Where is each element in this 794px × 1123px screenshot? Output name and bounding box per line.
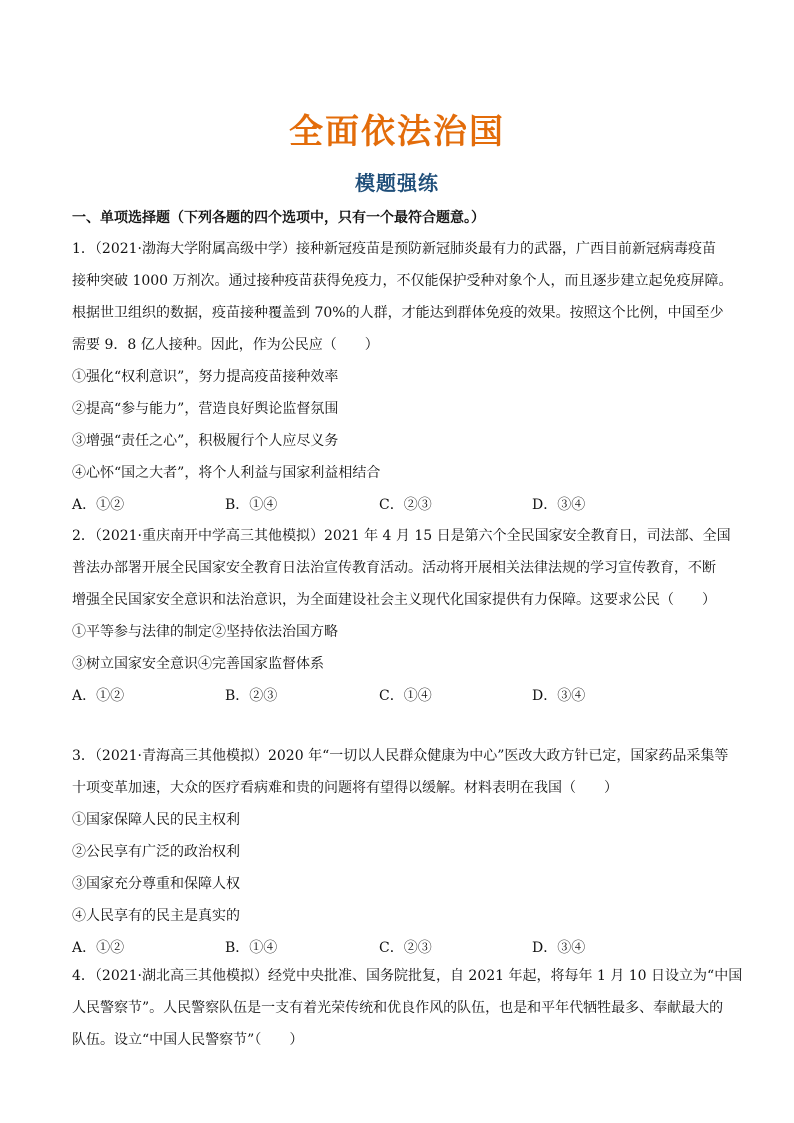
question-3 <box>72 740 732 964</box>
question-3-line: 3．（2021·青海高三其他模拟）2020 年“一切以人民群众健康为中心”医改大政方针已定，国家药品采集等 <box>72 748 729 764</box>
statement: ②提高“参与能力”，营造良好舆论监督氛围 <box>72 401 339 417</box>
question-1 <box>72 233 732 521</box>
question-4 <box>72 960 743 1056</box>
question-1-line: 需要 9．8 亿人接种。因此，作为公民应（ ） <box>72 337 379 353</box>
question-1-line: 根据世卫组织的数据，疫苗接种覆盖到 70%的人群，才能达到群体免疫的效果。按照这个比例，中国至少 <box>72 305 724 321</box>
option-d: D．③④ <box>532 940 586 956</box>
page-subtitle: 模题强练 <box>355 171 439 195</box>
question-2-line: 普法办部署开展全民国家安全教育日法治宣传教育活动。活动将开展相关法律法规的学习宣传教育，不断 <box>72 560 716 576</box>
question-4-line: 人民警察节”。人民警察队伍是一支有着光荣传统和优良作风的队伍，也是和平年代牺牲最多、奉献最大的 <box>72 1000 724 1016</box>
question-4-line: 队伍。设立“中国人民警察节”（ ） <box>72 1032 304 1048</box>
page-title: 全面依法治国 <box>289 112 505 152</box>
statement: ①强化“权利意识”，努力提高疫苗接种效率 <box>72 369 339 385</box>
question-2-line: 增强全民国家安全意识和法治意识，为全面建设社会主义现代化国家提供有力保障。这要求公民（ ） <box>72 592 716 608</box>
option-c: C．①④ <box>379 688 432 704</box>
option-b: B．①④ <box>225 940 278 956</box>
option-d: D．③④ <box>532 497 586 513</box>
options-row <box>72 489 732 521</box>
statement: ③增强“责任之心”，积极履行个人应尽义务 <box>72 433 339 449</box>
question-1-line: 1．（2021·渤海大学附属高级中学）接种新冠疫苗是预防新冠肺炎最有力的武器，广西目前新冠病毒疫苗 <box>72 241 716 257</box>
statement: ③国家充分尊重和保障人权 <box>72 876 240 892</box>
question-3-line: 十项变革加速，大众的医疗看病难和贵的问题将有望得以缓解。材料表明在我国（ ） <box>72 780 618 796</box>
option-b: B．②③ <box>225 688 278 704</box>
question-1-line: 接种突破 1000 万剂次。通过接种疫苗获得免疫力，不仅能保护受种对象个人，而且逐步建立起免疫屏障。 <box>72 273 733 289</box>
option-a: A．①② <box>72 688 125 704</box>
question-2-line: 2．（2021·重庆南开中学高三其他模拟）2021 年 4 月 15 日是第六个全民国家安全教育日，司法部、全国 <box>72 528 731 544</box>
question-2 <box>72 520 732 712</box>
question-4-line: 4．（2021·湖北高三其他模拟）经党中央批准、国务院批复，自 2021 年起，将每年 1 月 10 日设立为“中国 <box>72 968 743 984</box>
option-a: A．①② <box>72 940 125 956</box>
options-row <box>72 680 732 712</box>
statement: ①国家保障人民的民主权利 <box>72 812 240 828</box>
statement: ④人民享有的民主是真实的 <box>72 908 240 924</box>
statement: ①平等参与法律的制定②坚持依法治国方略 <box>72 624 338 640</box>
statement: ④心怀“国之大者”，将个人利益与国家利益相结合 <box>72 465 381 481</box>
option-b: B．①④ <box>225 497 278 513</box>
section-heading: 一、单项选择题（下列各题的四个选项中，只有一个最符合题意。） <box>72 210 485 226</box>
option-c: C．②③ <box>379 497 432 513</box>
option-a: A．①② <box>72 497 125 513</box>
option-d: D．③④ <box>532 688 586 704</box>
statement: ③树立国家安全意识④完善国家监督体系 <box>72 656 324 672</box>
statement: ②公民享有广泛的政治权利 <box>72 844 240 860</box>
option-c: C．②③ <box>379 940 432 956</box>
